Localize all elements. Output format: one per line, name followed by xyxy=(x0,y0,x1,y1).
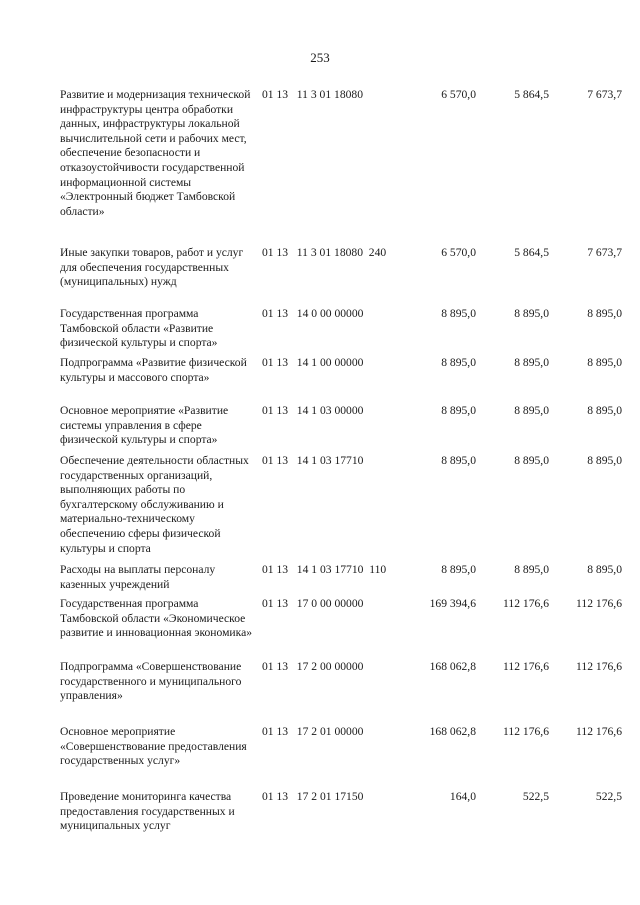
row-value-1: 6 570,0 xyxy=(441,88,476,101)
row-name: Основное мероприятие «Развитие системы управления в сфере физической культуры и спорта» xyxy=(60,404,229,447)
row-name: Иные закупки товаров, работ и услуг для обеспечения государственных (муниципальных) нужд xyxy=(60,246,244,289)
row-name: Государственная программа Тамбовской области «Развитие физической культуры и спорта» xyxy=(60,307,218,350)
row-value-3: 112 176,6 xyxy=(576,725,622,738)
row-value-2: 112 176,6 xyxy=(503,725,549,738)
row-value-1: 8 895,0 xyxy=(441,563,476,576)
page-number: 253 xyxy=(310,50,330,65)
row-code: 01 13 14 1 00 00000 xyxy=(262,356,364,369)
row-code: 01 13 14 1 03 00000 xyxy=(262,404,364,417)
row-value-3: 8 895,0 xyxy=(587,454,622,467)
row-value-2: 8 895,0 xyxy=(514,454,549,467)
row-name: Обеспечение деятельности областных государственных организаций, выполняющих работы по бухгалтерскому обслуживанию и материально-техническому обеспечению сферы физической культуры и спорта xyxy=(60,454,249,555)
row-value-3: 8 895,0 xyxy=(587,307,622,320)
row-value-3: 8 895,0 xyxy=(587,356,622,369)
row-name: Проведение мониторинга качества предоставления государственных и муниципальных услуг xyxy=(60,790,235,833)
row-code: 01 13 17 2 00 00000 xyxy=(262,660,364,673)
row-value-3: 112 176,6 xyxy=(576,660,622,673)
row-name: Государственная программа Тамбовской области «Экономическое развитие и инновационная экономика» xyxy=(60,597,253,640)
row-value-3: 7 673,7 xyxy=(587,246,622,259)
row-value-3: 112 176,6 xyxy=(576,597,622,610)
row-value-1: 169 394,6 xyxy=(429,597,476,610)
row-name: Основное мероприятие «Совершенствование предоставления государственных услуг» xyxy=(60,725,247,768)
row-code: 01 13 17 2 01 17150 xyxy=(262,790,364,803)
row-code: 01 13 11 3 01 18080 240 xyxy=(262,246,387,259)
row-name: Развитие и модернизация технической инфраструктуры центра обработки данных, инфраструктуры локальной вычислительной сети и рабочих мест, обеспечение безопасности и отказоустойчивости государственной информационной системы «Электронный бюджет Тамбовской области» xyxy=(60,88,251,218)
row-name: Расходы на выплаты персоналу казенных учреждений xyxy=(60,563,216,591)
row-value-3: 8 895,0 xyxy=(587,563,622,576)
row-value-1: 168 062,8 xyxy=(429,660,476,673)
row-value-2: 8 895,0 xyxy=(514,563,549,576)
row-value-2: 8 895,0 xyxy=(514,404,549,417)
row-value-1: 6 570,0 xyxy=(441,246,476,259)
row-value-1: 8 895,0 xyxy=(441,454,476,467)
row-value-2: 112 176,6 xyxy=(503,597,549,610)
row-code: 01 13 14 0 00 00000 xyxy=(262,307,364,320)
row-value-2: 5 864,5 xyxy=(514,246,549,259)
row-value-2: 8 895,0 xyxy=(514,356,549,369)
row-value-3: 522,5 xyxy=(595,790,622,803)
row-value-3: 8 895,0 xyxy=(587,404,622,417)
row-name: Подпрограмма «Развитие физической культуры и массового спорта» xyxy=(60,356,247,384)
row-code: 01 13 14 1 03 17710 xyxy=(262,454,364,467)
row-value-1: 164,0 xyxy=(449,790,476,803)
row-value-2: 8 895,0 xyxy=(514,307,549,320)
row-code: 01 13 11 3 01 18080 xyxy=(262,88,364,101)
row-value-3: 7 673,7 xyxy=(587,88,622,101)
row-value-1: 168 062,8 xyxy=(429,725,476,738)
row-code: 01 13 17 2 01 00000 xyxy=(262,725,364,738)
row-value-1: 8 895,0 xyxy=(441,404,476,417)
row-code: 01 13 14 1 03 17710 110 xyxy=(262,563,387,576)
row-code: 01 13 17 0 00 00000 xyxy=(262,597,364,610)
row-value-1: 8 895,0 xyxy=(441,307,476,320)
row-value-2: 112 176,6 xyxy=(503,660,549,673)
row-value-1: 8 895,0 xyxy=(441,356,476,369)
row-value-2: 522,5 xyxy=(522,790,549,803)
row-name: Подпрограмма «Совершенствование государственного и муниципального управления» xyxy=(60,660,242,703)
row-value-2: 5 864,5 xyxy=(514,88,549,101)
